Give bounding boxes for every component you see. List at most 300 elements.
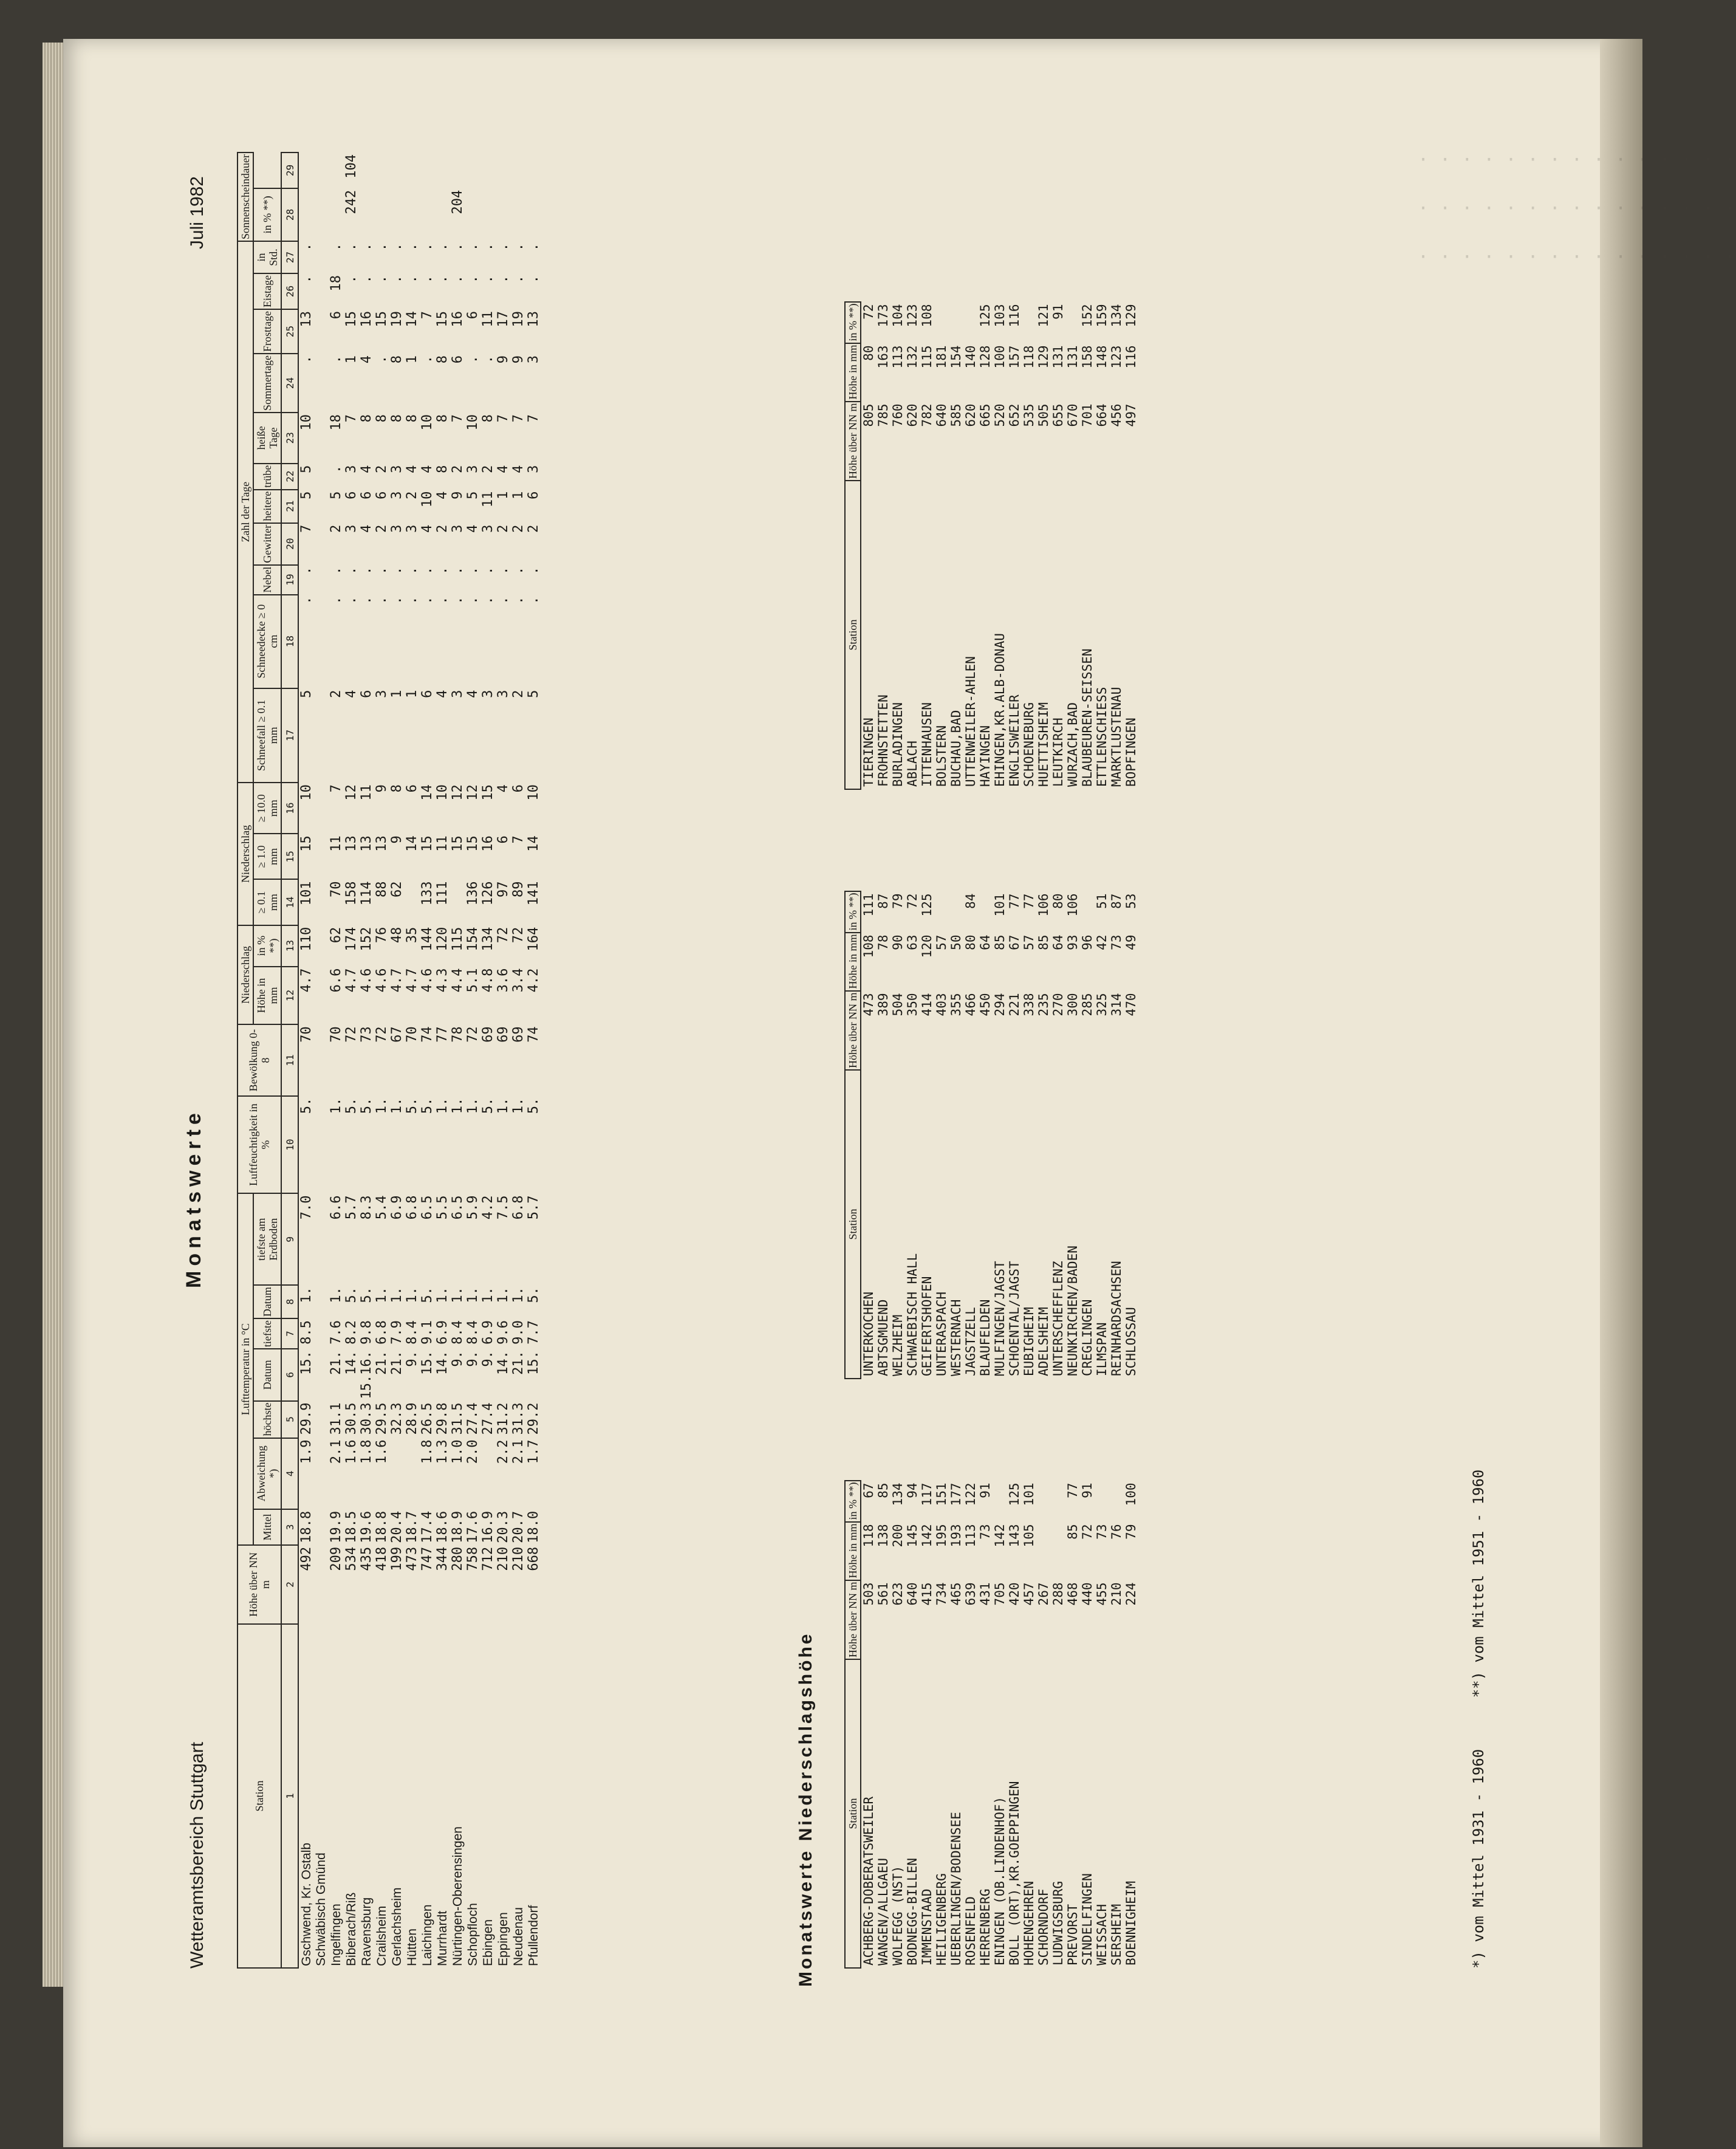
- table-cell: 9.: [465, 1351, 480, 1367]
- station-name: HOHENGEHREN: [1022, 1880, 1036, 1966]
- station-name: Gerlachsheim: [389, 1887, 404, 1966]
- table-cell: 16: [450, 310, 465, 327]
- list-item: [1095, 302, 1109, 789]
- table-cell: 5.: [420, 1287, 435, 1303]
- list-item: [934, 891, 949, 1379]
- table-cell: 21.: [389, 1351, 405, 1375]
- table-cell: 73: [978, 1524, 993, 1540]
- table-cell: 12: [450, 784, 465, 801]
- list-item: [920, 302, 934, 789]
- table-cell: .: [526, 566, 541, 575]
- header-right: Juli 1982: [187, 176, 207, 250]
- table-cell: 8: [389, 414, 405, 423]
- table-cell: 113: [963, 1524, 978, 1547]
- table-cell: 7: [299, 524, 314, 533]
- table-cell: 466: [963, 993, 978, 1016]
- station-name: MARKTLUSTENAU: [1109, 687, 1124, 787]
- table-cell: 4: [496, 784, 511, 793]
- table-cell: [526, 153, 541, 188]
- table-cell: 18.0: [526, 1510, 541, 1543]
- section-title: Monatswerte Niederschlagshöhe: [796, 1631, 816, 1987]
- table-cell: 620: [963, 403, 978, 427]
- table-cell: 100: [993, 345, 1007, 369]
- table-cell: 8: [374, 414, 389, 423]
- table-cell: .: [465, 596, 480, 605]
- table-cell: [314, 565, 329, 595]
- table-cell: .: [389, 566, 405, 575]
- station-name: TIERINGEN: [861, 718, 876, 787]
- table-cell: 497: [1124, 403, 1138, 427]
- table-cell: 2.2: [496, 1439, 511, 1464]
- table-cell: 70: [299, 1026, 314, 1043]
- station-name: HAYINGEN: [978, 725, 993, 787]
- table-cell: 620: [905, 403, 920, 427]
- table-cell: 5: [299, 465, 314, 473]
- table-cell: 17.6: [465, 1510, 480, 1543]
- list-item: [905, 1481, 920, 1968]
- table-cell: 88: [374, 881, 389, 897]
- table-cell: 148: [1095, 345, 1109, 369]
- bleed-through-text: · · · · · · · · · · · · · · · · · · · · · · · · · · · · · · · · · · · · · · · · · · · · ·: [1418, 149, 1736, 268]
- table-cell: 758: [465, 1546, 480, 1571]
- table-cell: 760: [890, 403, 905, 427]
- table-cell: 76: [1109, 1524, 1124, 1540]
- table-cell: 6: [450, 355, 465, 364]
- table-cell: [298, 153, 314, 188]
- table-cell: 1.: [480, 1287, 496, 1303]
- table-cell: 267: [1036, 1582, 1051, 1606]
- rotated-content: [182, 152, 1549, 1987]
- station-name: SCHORNDORF: [1036, 1888, 1051, 1966]
- col-frost: Frosttage: [253, 309, 281, 354]
- table-cell: 136: [465, 881, 480, 906]
- station-name: Crailsheim: [374, 1905, 389, 1966]
- table-cell: 9.: [450, 1351, 465, 1367]
- table-row: [450, 153, 465, 1968]
- table-cell: 2: [374, 524, 389, 533]
- table-cell: 13: [344, 835, 359, 852]
- table-cell: 4.7: [344, 968, 359, 993]
- table-cell: 8.2: [344, 1320, 359, 1345]
- g3-col-station: Station: [845, 481, 861, 789]
- table-cell: 8.4: [465, 1320, 480, 1345]
- list-item: [1022, 891, 1036, 1379]
- table-cell: .: [344, 596, 359, 605]
- table-cell: 104: [344, 154, 359, 179]
- column-number: 11: [281, 1024, 298, 1095]
- table-cell: 1: [389, 690, 405, 698]
- table-cell: 101: [299, 881, 314, 906]
- table-cell: 8.4: [405, 1320, 420, 1345]
- table-cell: .: [420, 566, 435, 575]
- g2-col-pct: in % **): [845, 891, 861, 933]
- table-cell: 15: [450, 835, 465, 852]
- col-sonne-pct: in % **): [253, 188, 281, 241]
- table-cell: 8: [359, 414, 374, 423]
- table-cell: 300: [1065, 993, 1080, 1016]
- table-cell: .: [511, 566, 526, 575]
- table-cell: 18.8: [299, 1510, 314, 1543]
- station-name: REINHARDSACHSEN: [1109, 1261, 1124, 1376]
- table-cell: [359, 153, 374, 188]
- table-cell: [993, 1481, 1007, 1522]
- table-cell: [314, 834, 329, 879]
- table-cell: 110: [299, 927, 314, 951]
- table-cell: 585: [949, 403, 963, 427]
- table-cell: 73: [1095, 1524, 1109, 1540]
- table-cell: 5.: [420, 1097, 435, 1114]
- station-name: Neudenau: [511, 1907, 525, 1966]
- table-cell: [450, 879, 465, 925]
- table-cell: .: [480, 355, 496, 364]
- table-cell: 7: [511, 414, 526, 423]
- table-cell: 6: [359, 690, 374, 698]
- table-cell: 108: [920, 304, 934, 327]
- station-name: Ingelfingen: [329, 1904, 343, 1966]
- table-cell: 84: [963, 893, 978, 909]
- table-cell: .: [329, 596, 344, 605]
- column-number: 10: [281, 1096, 298, 1194]
- column-number: 21: [281, 490, 298, 523]
- col-luftf: Luftfeuchtigkeit in %: [238, 1096, 281, 1194]
- table-cell: 80: [1051, 893, 1065, 909]
- table-cell: 9: [389, 835, 405, 844]
- table-cell: 30.5: [344, 1402, 359, 1435]
- table-cell: 152: [359, 927, 374, 951]
- table-cell: 9.8: [359, 1320, 374, 1345]
- table-cell: 69: [496, 1026, 511, 1043]
- station-name: ACHBERG-DOBERATSWEILER: [861, 1796, 876, 1966]
- table-cell: 131: [1051, 345, 1065, 369]
- table-cell: 1: [344, 355, 359, 364]
- table-cell: 5.1: [465, 968, 480, 993]
- table-cell: .: [480, 243, 496, 252]
- table-cell: 21.: [329, 1351, 344, 1375]
- table-cell: 8: [435, 355, 450, 364]
- table-cell: 2: [480, 465, 496, 473]
- table-cell: [374, 188, 389, 241]
- table-cell: .: [435, 243, 450, 252]
- table-cell: 1.6: [374, 1439, 389, 1464]
- column-number: 1: [281, 1624, 298, 1968]
- table-cell: 49: [1124, 934, 1138, 950]
- table-cell: 6.8: [511, 1195, 526, 1220]
- table-cell: 200: [890, 1524, 905, 1547]
- table-cell: 1: [496, 491, 511, 499]
- col-hoehe-mm: Höhe in mm: [253, 967, 281, 1025]
- table-cell: 29.5: [374, 1402, 389, 1435]
- footnote-2: **) vom Mittel 1951 - 1960: [1470, 1469, 1487, 1698]
- table-cell: 106: [1065, 893, 1080, 917]
- table-cell: 16: [359, 310, 374, 327]
- table-cell: 72: [1080, 1524, 1095, 1540]
- table-cell: [389, 153, 405, 188]
- list-item: [876, 302, 890, 789]
- table-cell: 1.: [329, 1097, 344, 1114]
- column-number: 28: [281, 188, 298, 241]
- table-cell: 9.6: [496, 1320, 511, 1345]
- table-cell: 114: [359, 881, 374, 906]
- table-cell: 503: [861, 1582, 876, 1606]
- station-name: WEISSACH: [1095, 1904, 1109, 1966]
- list-item: [934, 1481, 949, 1968]
- table-cell: 344: [435, 1546, 450, 1571]
- table-cell: .: [374, 596, 389, 605]
- col-datum-2: Datum: [253, 1285, 281, 1318]
- table-cell: 2.1: [329, 1439, 344, 1464]
- table-cell: 492: [299, 1546, 314, 1571]
- table-cell: 70: [329, 1026, 344, 1043]
- table-cell: 5.: [344, 1097, 359, 1114]
- table-cell: 4: [465, 524, 480, 533]
- table-cell: [314, 967, 329, 1025]
- table-cell: 57: [934, 934, 949, 950]
- table-cell: 80: [963, 934, 978, 950]
- g2-col-hoehe: Höhe über NN m: [845, 991, 861, 1070]
- list-item: [1065, 1481, 1080, 1968]
- table-cell: 4: [420, 524, 435, 533]
- table-cell: 90: [890, 934, 905, 950]
- table-cell: [314, 1285, 329, 1318]
- table-cell: .: [465, 355, 480, 364]
- table-cell: 734: [934, 1582, 949, 1606]
- col-nied-tage: Niederschlag: [238, 783, 253, 925]
- table-row: [420, 153, 435, 1968]
- table-cell: 468: [1065, 1582, 1080, 1606]
- table-cell: 97: [496, 881, 511, 897]
- table-cell: .: [329, 566, 344, 575]
- table-cell: 14.: [435, 1351, 450, 1375]
- table-cell: [1022, 302, 1036, 343]
- table-cell: .: [389, 275, 405, 284]
- table-cell: 89: [511, 881, 526, 897]
- table-cell: 123: [905, 304, 920, 327]
- table-cell: 1.: [374, 1097, 389, 1114]
- list-item: [978, 302, 993, 789]
- table-cell: 72: [374, 1026, 389, 1043]
- table-cell: [511, 188, 526, 241]
- station-name: BOENNIGHEIM: [1124, 1880, 1138, 1966]
- list-item: [963, 1481, 978, 1968]
- station-name: ABTSGMUEND: [876, 1299, 890, 1376]
- table-cell: 87: [876, 893, 890, 909]
- table-cell: [314, 1318, 329, 1349]
- table-cell: 1.: [465, 1287, 480, 1303]
- table-cell: 163: [876, 345, 890, 369]
- table-cell: 705: [993, 1582, 1007, 1606]
- table-cell: .: [344, 275, 359, 284]
- table-cell: 199: [389, 1546, 405, 1571]
- precip-group-3: [844, 301, 1138, 790]
- g2-col-station: Station: [845, 1070, 861, 1379]
- table-cell: .: [299, 355, 314, 364]
- table-cell: 18.7: [405, 1510, 420, 1543]
- table-cell: 3: [344, 524, 359, 533]
- table-cell: 640: [905, 1582, 920, 1606]
- table-cell: .: [465, 566, 480, 575]
- table-cell: 4.4: [450, 968, 465, 993]
- station-name: SCHOENEBURG: [1022, 702, 1036, 787]
- table-cell: [314, 354, 329, 413]
- list-item: [905, 302, 920, 789]
- station-name: ABLACH: [905, 741, 920, 787]
- table-cell: .: [511, 275, 526, 284]
- table-cell: [405, 879, 420, 925]
- station-name: ILMSPAN: [1095, 1322, 1109, 1376]
- list-item: [890, 891, 905, 1379]
- list-item: [963, 891, 978, 1379]
- column-number: 2: [281, 1545, 298, 1624]
- table-cell: .: [496, 566, 511, 575]
- column-number: 22: [281, 464, 298, 490]
- table-cell: 8.3: [359, 1195, 374, 1220]
- col-datum-1: Datum: [253, 1349, 281, 1400]
- table-cell: 62: [329, 927, 344, 944]
- table-cell: 125: [1007, 1482, 1022, 1506]
- table-cell: 15: [420, 835, 435, 852]
- table-row: [526, 153, 541, 1968]
- table-cell: 67: [861, 1482, 876, 1498]
- table-cell: 1.: [374, 1287, 389, 1303]
- table-cell: .: [405, 596, 420, 605]
- table-cell: 221: [1007, 993, 1022, 1016]
- table-cell: [314, 309, 329, 354]
- station-name: UNTERKOCHEN: [861, 1291, 876, 1376]
- table-cell: 18.5: [344, 1510, 359, 1543]
- table-cell: 67: [1007, 934, 1022, 950]
- table-cell: 4.6: [374, 968, 389, 993]
- table-cell: 141: [526, 881, 541, 906]
- column-number: 19: [281, 565, 298, 595]
- table-cell: [314, 1509, 329, 1545]
- table-cell: .: [511, 243, 526, 252]
- table-cell: 1.: [450, 1287, 465, 1303]
- table-cell: 15: [480, 784, 496, 801]
- table-cell: 4: [420, 465, 435, 473]
- table-cell: [314, 188, 329, 241]
- table-cell: 4.6: [420, 968, 435, 993]
- list-item: [1065, 302, 1080, 789]
- list-item: [1036, 302, 1051, 789]
- g1-col-pct: in % **): [845, 1481, 861, 1522]
- table-cell: 747: [420, 1546, 435, 1571]
- station-name: IMMENSTAAD: [920, 1888, 934, 1966]
- table-cell: 19.9: [329, 1510, 344, 1543]
- table-cell: [314, 595, 329, 688]
- table-cell: 4.7: [389, 968, 405, 993]
- table-cell: 2: [435, 524, 450, 533]
- table-cell: 76: [374, 927, 389, 944]
- table-cell: .: [299, 243, 314, 252]
- station-name: PREVORST: [1065, 1904, 1080, 1966]
- table-cell: [314, 925, 329, 967]
- table-cell: 73: [359, 1026, 374, 1043]
- table-cell: 14: [526, 835, 541, 852]
- table-cell: 3: [450, 690, 465, 698]
- table-cell: [1036, 1481, 1051, 1522]
- table-cell: 27.4: [465, 1402, 480, 1435]
- table-cell: .: [344, 566, 359, 575]
- table-cell: .: [359, 596, 374, 605]
- table-cell: 4.6: [359, 968, 374, 993]
- table-cell: 5.5: [435, 1195, 450, 1220]
- table-cell: 2: [329, 690, 344, 698]
- table-cell: 280: [450, 1546, 465, 1571]
- table-cell: 15.: [299, 1351, 314, 1375]
- table-cell: 93: [1065, 934, 1080, 950]
- table-cell: [1065, 302, 1080, 343]
- station-name: UNTERASPACH: [934, 1291, 949, 1376]
- table-cell: 3: [526, 465, 541, 473]
- table-cell: 17.4: [420, 1510, 435, 1543]
- list-item: [963, 302, 978, 789]
- col-n10: ≥ 10.0 mm: [253, 783, 281, 834]
- table-cell: .: [435, 566, 450, 575]
- list-item: [1065, 891, 1080, 1379]
- table-cell: [314, 241, 329, 273]
- table-cell: 2: [329, 524, 344, 533]
- table-cell: .: [480, 275, 496, 284]
- table-cell: 29.2: [526, 1402, 541, 1435]
- table-cell: [1080, 891, 1095, 933]
- table-cell: 69: [480, 1026, 496, 1043]
- table-cell: [314, 688, 329, 783]
- table-cell: 504: [890, 993, 905, 1016]
- list-item: [1036, 1481, 1051, 1968]
- table-cell: 104: [890, 304, 905, 327]
- table-cell: 520: [993, 403, 1007, 427]
- list-item: [1080, 302, 1095, 789]
- header-left: Wetteramtsbereich Stuttgart: [187, 1742, 207, 1969]
- table-cell: 12: [465, 784, 480, 801]
- table-cell: .: [480, 596, 496, 605]
- table-cell: 5.7: [526, 1195, 541, 1220]
- table-cell: 85: [876, 1482, 890, 1498]
- table-cell: 655: [1051, 403, 1065, 427]
- station-name: UTTENWEILER-AHLEN: [963, 656, 978, 787]
- table-cell: [496, 153, 511, 188]
- table-cell: [314, 1438, 329, 1509]
- table-cell: 29.8: [435, 1402, 450, 1435]
- table-cell: 78: [450, 1026, 465, 1043]
- col-sommer: Sommertage: [253, 354, 281, 413]
- table-cell: 120: [920, 934, 934, 958]
- table-cell: 210: [511, 1546, 526, 1571]
- table-cell: 57: [1022, 934, 1036, 950]
- table-cell: 111: [861, 893, 876, 917]
- table-cell: 116: [1124, 345, 1138, 369]
- table-cell: 31.3: [511, 1402, 526, 1435]
- table-cell: 350: [905, 993, 920, 1016]
- column-number: 17: [281, 688, 298, 783]
- table-cell: 9.: [480, 1351, 496, 1367]
- col-n1: ≥ 1.0 mm: [253, 834, 281, 879]
- table-cell: 125: [978, 304, 993, 327]
- table-cell: 457: [1022, 1582, 1036, 1606]
- table-cell: 785: [876, 403, 890, 427]
- station-name: HUETTISHEIM: [1036, 702, 1051, 787]
- table-cell: 142: [920, 1524, 934, 1547]
- table-cell: 85: [1065, 1524, 1080, 1540]
- table-cell: 355: [949, 993, 963, 1016]
- table-cell: 140: [963, 345, 978, 369]
- table-cell: 403: [934, 993, 949, 1016]
- table-cell: 19.6: [359, 1510, 374, 1543]
- col-mittel: Mittel: [253, 1509, 281, 1545]
- table-cell: 535: [1022, 403, 1036, 427]
- list-item: [1109, 302, 1124, 789]
- station-name: WESTERNACH: [949, 1299, 963, 1376]
